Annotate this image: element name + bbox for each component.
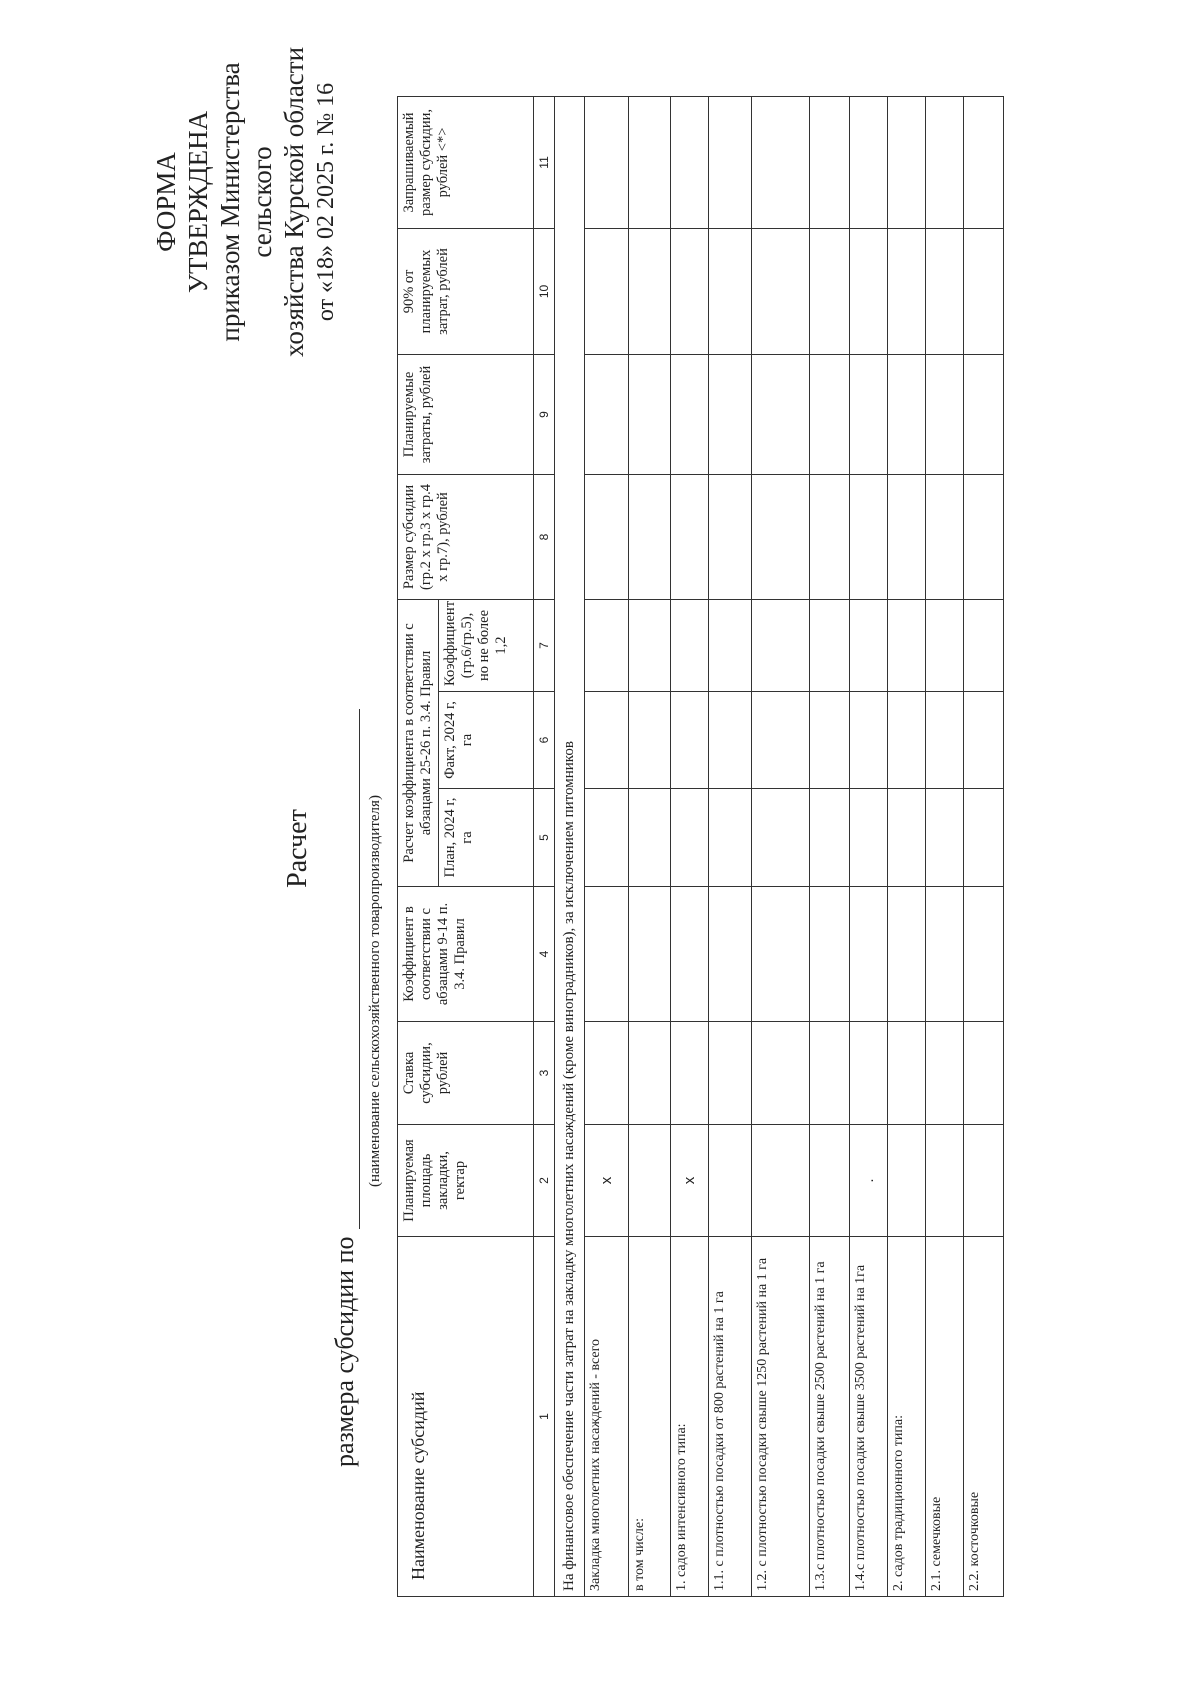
section-title: На финансовое обеспечение части затрат на закладку многолетних насаждений (кроме виноградников), за исключением питомников — [555, 96, 585, 1596]
empty-cell — [752, 887, 810, 1022]
table-row — [671, 96, 709, 1596]
row-name-cell: 2. садов традиционного типа: — [888, 1237, 926, 1597]
empty-cell — [926, 1022, 964, 1125]
col-header-subsidy-size: Размер субсидии (гр.2 х гр.3 х гр.4 х гр.7), рублей — [398, 474, 534, 599]
column-number: 7 — [534, 599, 555, 691]
col-header-name: Наименование субсидий — [398, 1237, 534, 1597]
empty-cell — [810, 599, 850, 691]
subtitle-text: размера субсидии по — [330, 1236, 359, 1467]
table-row — [926, 96, 964, 1596]
producer-name-caption: (наименование сельскохозяйственного товаропроизводителя) — [367, 795, 383, 1187]
empty-cell — [888, 1022, 926, 1125]
empty-cell — [926, 789, 964, 887]
empty-cell — [810, 96, 850, 228]
table-row — [810, 96, 850, 1596]
column-number: 8 — [534, 474, 555, 599]
empty-cell — [850, 228, 888, 354]
empty-cell — [585, 789, 629, 887]
empty-cell — [629, 96, 671, 228]
column-number: 3 — [534, 1022, 555, 1125]
col-header-requested: Запрашиваемый размер субсидии, рублей <*> — [398, 96, 534, 228]
empty-cell — [926, 96, 964, 228]
area-cell — [629, 1125, 671, 1237]
empty-cell — [709, 96, 752, 228]
empty-cell — [629, 599, 671, 691]
empty-cell — [752, 599, 810, 691]
area-cell — [810, 1125, 850, 1237]
empty-cell — [629, 692, 671, 789]
col-header-area: Планируемая площадь закладки, гектар — [398, 1125, 534, 1237]
area-mark: х — [597, 1176, 615, 1185]
empty-cell — [964, 692, 1004, 789]
section-row — [555, 96, 585, 1596]
table-body — [585, 96, 1004, 1596]
table-row — [888, 96, 926, 1596]
table-row — [709, 96, 752, 1596]
empty-cell — [926, 354, 964, 474]
col-header-ninety-percent: 90% от планируемых затрат, рублей — [398, 228, 534, 354]
empty-cell — [964, 887, 1004, 1022]
column-number: 9 — [534, 354, 555, 474]
empty-cell — [926, 599, 964, 691]
row-name-cell: 1.2. с плотностью посадки свыше 1250 растений на 1 га — [752, 1237, 810, 1597]
empty-cell — [850, 887, 888, 1022]
empty-cell — [671, 789, 709, 887]
approval-line-form: ФОРМА — [151, 152, 181, 252]
col-header-coef-calc: Расчет коэффициента в соответствии с абзацами 25-26 п. 3.4. Правил — [398, 599, 439, 886]
empty-cell — [585, 96, 629, 228]
area-cell — [926, 1125, 964, 1237]
empty-cell — [964, 1022, 1004, 1125]
empty-cell — [888, 96, 926, 228]
column-number: 2 — [534, 1125, 555, 1237]
empty-cell — [850, 599, 888, 691]
column-number-row — [534, 96, 555, 1596]
empty-cell — [888, 692, 926, 789]
empty-cell — [671, 1022, 709, 1125]
empty-cell — [810, 474, 850, 599]
document-subtitle — [330, 709, 360, 1467]
empty-cell — [810, 1022, 850, 1125]
empty-cell — [585, 599, 629, 691]
approval-line-order: приказом Министерства сельского — [215, 62, 277, 342]
empty-cell — [850, 474, 888, 599]
empty-cell — [671, 692, 709, 789]
column-number: 4 — [534, 887, 555, 1022]
empty-cell — [671, 887, 709, 1022]
empty-cell — [709, 887, 752, 1022]
empty-cell — [629, 354, 671, 474]
approval-line-date: от «18» 02 2025 г. № 16 — [313, 82, 339, 322]
empty-cell — [752, 354, 810, 474]
col-header-ratio: Коэффициент (гр.6/гр.5), но не более 1,2 — [439, 599, 534, 691]
empty-cell — [585, 474, 629, 599]
subsidy-calculation-table — [397, 96, 1004, 1597]
empty-cell — [752, 228, 810, 354]
empty-cell — [629, 474, 671, 599]
col-header-rate: Ставка субсидии, рублей — [398, 1022, 534, 1125]
col-header-fact: Факт, 2024 г, га — [439, 692, 534, 789]
empty-cell — [964, 96, 1004, 228]
empty-cell — [709, 354, 752, 474]
column-number: 10 — [534, 228, 555, 354]
empty-cell — [850, 692, 888, 789]
producer-name-line — [337, 709, 360, 1229]
empty-cell — [850, 1022, 888, 1125]
empty-cell — [926, 228, 964, 354]
empty-cell — [671, 474, 709, 599]
empty-cell — [752, 692, 810, 789]
empty-cell — [709, 692, 752, 789]
empty-cell — [888, 354, 926, 474]
table-row — [752, 96, 810, 1596]
column-number: 11 — [534, 96, 555, 228]
empty-cell — [671, 599, 709, 691]
empty-cell — [752, 96, 810, 228]
empty-cell — [585, 1022, 629, 1125]
area-cell — [709, 1125, 752, 1237]
column-number: 1 — [534, 1237, 555, 1597]
area-cell — [888, 1125, 926, 1237]
empty-cell — [752, 789, 810, 887]
col-header-planned-costs: Планируемые затраты, рублей — [398, 354, 534, 474]
empty-cell — [850, 354, 888, 474]
empty-cell — [850, 789, 888, 887]
row-name-cell: 1.3.с плотностью посадки свыше 2500 растений на 1 га — [810, 1237, 850, 1597]
empty-cell — [810, 887, 850, 1022]
empty-cell — [752, 474, 810, 599]
document-title: Расчет — [282, 809, 313, 888]
empty-cell — [671, 96, 709, 228]
empty-cell — [629, 228, 671, 354]
empty-cell — [585, 228, 629, 354]
row-name-cell: в том числе: — [629, 1237, 671, 1597]
area-cell — [850, 1125, 888, 1237]
area-cell — [671, 1125, 709, 1237]
empty-cell — [926, 887, 964, 1022]
row-name-cell: 2.1. семечковые — [926, 1237, 964, 1597]
column-number: 6 — [534, 692, 555, 789]
empty-cell — [888, 789, 926, 887]
empty-cell — [709, 599, 752, 691]
area-cell — [585, 1125, 629, 1237]
empty-cell — [888, 599, 926, 691]
empty-cell — [926, 692, 964, 789]
empty-cell — [964, 228, 1004, 354]
empty-cell — [810, 789, 850, 887]
empty-cell — [709, 228, 752, 354]
empty-cell — [810, 228, 850, 354]
approval-line-ministry: хозяйства Курской области — [279, 46, 309, 358]
area-mark: х — [680, 1176, 698, 1185]
area-mark: . — [859, 1178, 877, 1183]
empty-cell — [888, 228, 926, 354]
empty-cell — [671, 354, 709, 474]
empty-cell — [850, 96, 888, 228]
empty-cell — [629, 1022, 671, 1125]
empty-cell — [585, 887, 629, 1022]
empty-cell — [888, 474, 926, 599]
empty-cell — [629, 887, 671, 1022]
empty-cell — [964, 474, 1004, 599]
empty-cell — [585, 692, 629, 789]
empty-cell — [709, 474, 752, 599]
table-row — [964, 96, 1004, 1596]
table-row — [585, 96, 629, 1596]
empty-cell — [888, 887, 926, 1022]
area-cell — [752, 1125, 810, 1237]
table-row — [629, 96, 671, 1596]
row-name-cell: 1.1. с плотностью посадки от 800 растений на 1 га — [709, 1237, 752, 1597]
empty-cell — [671, 228, 709, 354]
row-name-cell: 1.4.с плотностью посадки свыше 3500 растений на 1га — [850, 1237, 888, 1597]
empty-cell — [810, 692, 850, 789]
header-row-1 — [398, 96, 439, 1596]
approval-line-approved: УТВЕРЖДЕНА — [183, 110, 213, 294]
col-header-coef: Коэффициент в соответствии с абзацами 9-14 п. 3.4. Правил — [398, 887, 534, 1022]
table-row — [850, 96, 888, 1596]
empty-cell — [629, 789, 671, 887]
empty-cell — [964, 789, 1004, 887]
empty-cell — [709, 789, 752, 887]
empty-cell — [926, 474, 964, 599]
empty-cell — [810, 354, 850, 474]
empty-cell — [964, 354, 1004, 474]
area-cell — [964, 1125, 1004, 1237]
empty-cell — [752, 1022, 810, 1125]
row-name-cell: Закладка многолетних насаждений - всего — [585, 1237, 629, 1597]
col-header-plan: План, 2024 г, га — [439, 789, 534, 887]
empty-cell — [709, 1022, 752, 1125]
column-number: 5 — [534, 789, 555, 887]
empty-cell — [964, 599, 1004, 691]
row-name-cell: 2.2. косточковые — [964, 1237, 1004, 1597]
empty-cell — [585, 354, 629, 474]
row-name-cell: 1. садов интенсивного типа: — [671, 1237, 709, 1597]
